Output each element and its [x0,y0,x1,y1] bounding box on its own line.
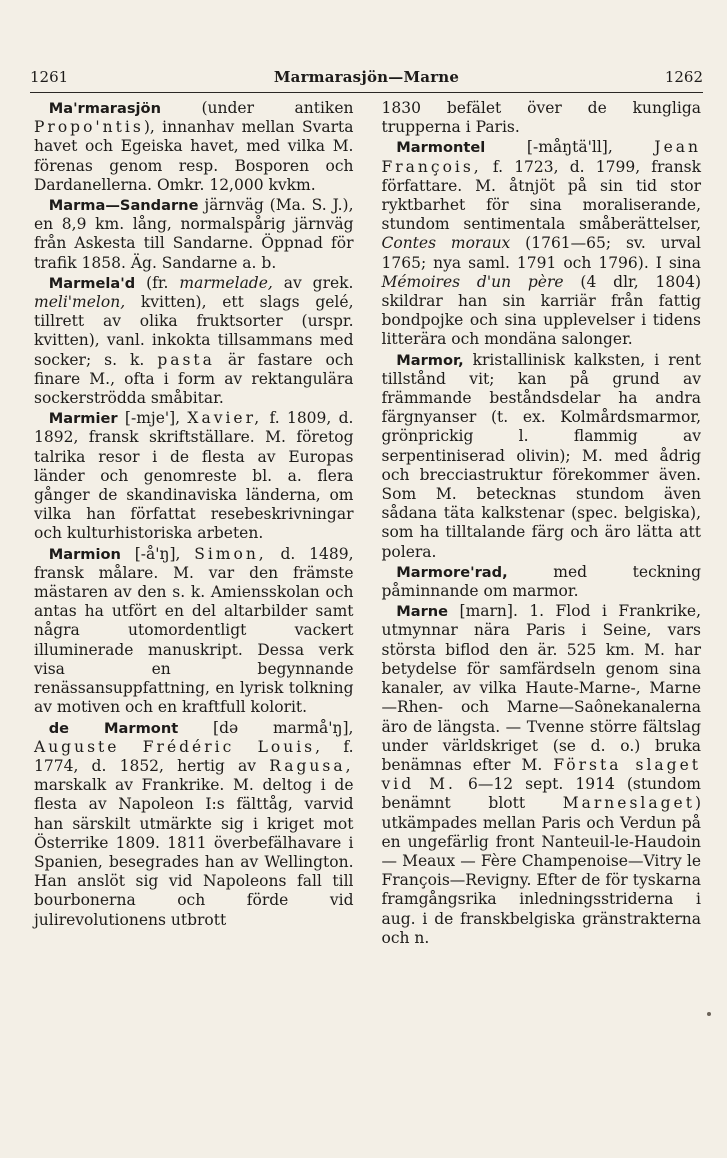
entry-marmor: Marmor, kristallinisk kalksten, i rent tillstånd vit; kan på grund av främmande beståndsdelar ha andra färgnyanser (t. ex. Kolmårdsmarmor, grönprickig l. flammig av serpentiniserad olivin); M. med ådrig och brecciastruktur förekommer även. Som M. betecknas stundom även sådana täta kalkstenar (spec. belgiska), som ha tilltalande färg och äro lätta att polera. [381,350,701,561]
entry-marmier: Marmier [-mje'], Xavier, f. 1809, d. 1892, fransk skriftställare. M. företog talrika resor i de flesta av Europas länder och genomreste bl. a. flera gånger de skandinaviska länderna, om vilka han författat resebeskrivningar och kulturhistoriska arbeten. [34,409,354,543]
paper-speck [707,1012,711,1016]
entry-continuation: 1830 befälet över de kungliga trupperna i Paris. [381,99,701,137]
right-column [368,99,702,1128]
text-columns [34,99,701,1128]
entry-marmarasjon: Ma'rmarasjön (under antiken Propo'ntis), innanhav mellan Svarta havet och Egeiska havet, med vilka M. förenas genom resp. Bosporen och Dardanellerna. Omkr. 12,000 kvkm. [34,99,354,194]
entry-marmorerad: Marmore'rad, med teckning påminnande om marmor. [381,562,701,601]
right-page-number: 1262 [664,68,703,86]
header-rule [30,92,703,93]
left-page-number: 1261 [30,68,69,86]
running-title: Marmarasjön—Marne [273,68,460,86]
entry-marmontel: Marmontel [-måŋtä'll], Jean François, f. 1723, d. 1799, fransk författare. M. åtnjöt på sin tid stor ryktbarhet för sina moraliserande, stundom sentimentala småberättelser, Contes moraux (1761—65; sv. urval 1765; nya saml. 1791 och 1796). I sina Mémoires d'un père (4 dlr, 1804) skildrar han sin karriär från fattig bondpojke och sina upplevelser i tidens litterära och mondäna salonger. [381,138,702,349]
entry-marma-sandarne: Marma—Sandarne järnväg (Ma. S. J.), en 8,9 km. lång, normalspårig järnväg från Askesta till Sandarne. Öppnad för trafik 1858. Äg. Sandarne a. b. [34,196,354,272]
left-column [34,99,368,1128]
page-header [30,64,703,90]
entry-marne: Marne [marn]. 1. Flod i Frankrike, utmynnar nära Paris i Seine, vars största biflod den är. 525 km. M. har betydelse för samfärdseln genom sina kanaler, av vilka Haute-Marne-, Marne—Rhen- och Marne—Saônekanalerna äro de längsta. — Tvenne större fältslag under världskriget (se d. o.) bruka benämnas efter M. Första slaget vid M. 6—12 sept. 1914 (stundom benämnt blott Marneslaget) utkämpades mellan Paris och Verdun på en ungefärlig front Nanteuil-le-Haudoin — Meaux — Fère Champenoise—Vitry le François—Revigny. Efter de för tyskarna framgångsrika inledningsstriderna i aug. i de franskbelgiska gränstrakterna och n. [381,602,701,947]
entry-marmelad: Marmela'd (fr. marmelade, av grek. meli'melon, kvitten), ett slags gelé, tillrett av olika fruktsorter (urspr. kvitten), vanl. inkokta tillsammans med socker; s. k. pasta är fastare och finare M., ofta i form av rektangulära sockerströdda småbitar. [34,273,354,408]
entry-marmion: Marmion [-å'ŋ], Simon, d. 1489, fransk målare. M. var den främste mästaren av den s. k. Amiensskolan och antas ha utfört en del altarbilder samt några utomordentligt vackert illuminerade manuskript. Dessa verk visa en begynnande renässansuppfattning, en lyrisk tolkning av motiven och en kraftfull kolorit. [34,544,354,717]
entry-de-marmont: de Marmont [də marmå'ŋ], Auguste Frédéric Louis, f. 1774, d. 1852, hertig av Ragusa, marskalk av Frankrike. M. deltog i de flesta av Napoleon I:s fälttåg, varvid han särskilt utmärkte sig i kriget mot Österrike 1809. 1811 överbefälhavare i Spanien, besegrades han av Wellington. Han anslöt sig vid Napoleons fall till bourbonerna och förde vid julirevolutionens utbrott [34,718,354,929]
